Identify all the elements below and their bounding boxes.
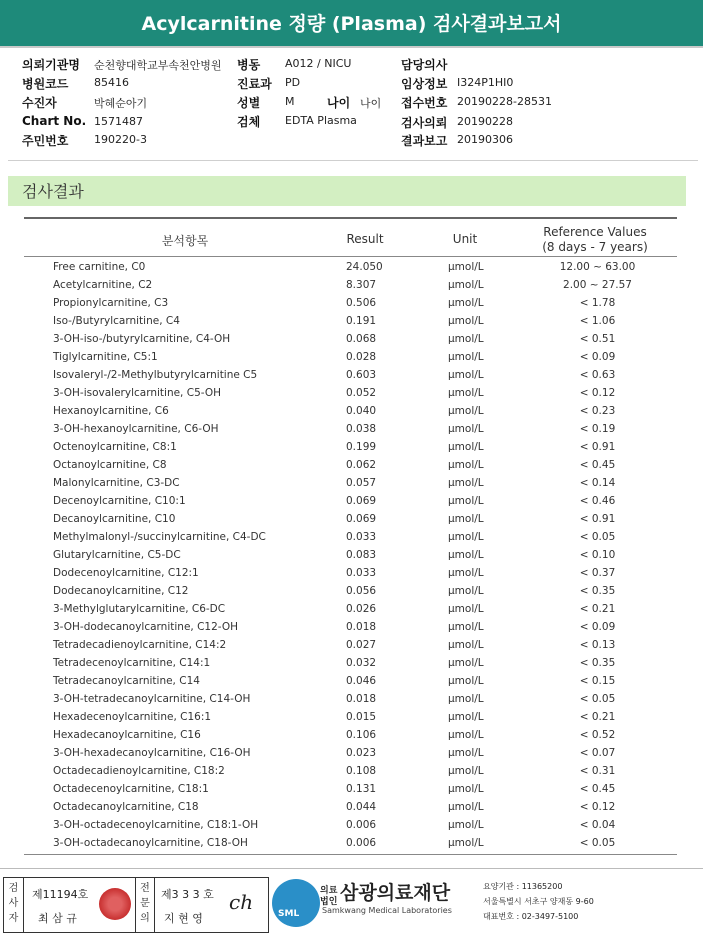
reference-value: < 0.91: [579, 441, 616, 453]
request-date-value: 20190228: [457, 115, 513, 128]
table-row: [0, 367, 703, 385]
header-reference: Reference Values: [543, 225, 647, 239]
table-row: [0, 547, 703, 565]
analyte-name: Hexanoylcarnitine, C6: [53, 405, 169, 417]
analyte-name: Octadecanoylcarnitine, C18: [53, 801, 199, 813]
reference-value: < 0.37: [579, 567, 616, 579]
unit-value: μmol/L: [448, 333, 484, 345]
reference-value: < 0.05: [579, 837, 616, 849]
result-value: 0.028: [346, 351, 377, 363]
header-item: 분석항목: [161, 234, 209, 248]
analyte-name: Octenoylcarnitine, C8:1: [53, 441, 177, 453]
reference-value: < 0.21: [579, 603, 616, 615]
age-label: 나이: [327, 96, 351, 110]
reference-value: < 0.19: [579, 423, 616, 435]
reference-value: < 0.15: [579, 675, 616, 687]
analyte-name: Acetylcarnitine, C2: [53, 279, 153, 291]
table-row: [0, 457, 703, 475]
result-value: 0.052: [346, 387, 377, 399]
analyte-name: Octanoylcarnitine, C8: [53, 459, 167, 471]
age-value: 나이: [360, 97, 382, 110]
analyte-name: Tetradecanoylcarnitine, C14: [53, 675, 200, 687]
corp-type-1: 의료: [320, 886, 338, 896]
clinical-info-label: 임상정보: [401, 77, 448, 91]
analyte-name: Isovaleryl-/2-Methylbutyrylcarnitine C5: [53, 369, 258, 381]
result-value: 0.026: [346, 603, 377, 615]
signature: ch: [229, 890, 254, 914]
unit-value: μmol/L: [448, 423, 484, 435]
analyte-name: Hexadecanoylcarnitine, C16: [53, 729, 201, 741]
analyte-name: Dodecanoylcarnitine, C12: [53, 585, 189, 597]
table-row: [0, 403, 703, 421]
institution-label: 의뢰기관명: [22, 58, 80, 72]
table-row: [0, 349, 703, 367]
reference-value: < 0.45: [579, 783, 616, 795]
tester-label: 검사자: [4, 878, 24, 932]
report-title: Acylcarnitine 정량 (Plasma) 검사결과보고서: [0, 0, 703, 46]
table-row: [0, 583, 703, 601]
result-value: 0.069: [346, 513, 377, 525]
analyte-name: Tetradecadienoylcarnitine, C14:2: [53, 639, 227, 651]
reference-value: < 0.21: [579, 711, 616, 723]
specialist-number: 제3 3 3 호: [161, 888, 214, 901]
table-row: [0, 259, 703, 277]
reference-value: < 0.45: [579, 459, 616, 471]
reference-value: 12.00 ~ 63.00: [559, 261, 636, 273]
doctor-label: 담당의사: [401, 58, 448, 72]
unit-value: μmol/L: [448, 567, 484, 579]
analyte-name: 3-OH-isovalerylcarnitine, C5-OH: [53, 387, 221, 399]
unit-value: μmol/L: [448, 405, 484, 417]
unit-value: μmol/L: [448, 549, 484, 561]
unit-value: μmol/L: [448, 639, 484, 651]
corp-type-2: 법인: [320, 897, 338, 907]
unit-value: μmol/L: [448, 657, 484, 669]
table-row: [0, 745, 703, 763]
analyte-name: 3-OH-dodecanoylcarnitine, C12-OH: [53, 621, 239, 633]
reference-value: < 0.12: [579, 801, 616, 813]
table-row: [0, 331, 703, 349]
clinical-info-value: I324P1HI0: [457, 76, 514, 89]
seal-stamp: [99, 888, 131, 920]
chart-no-value: 1571487: [94, 115, 143, 128]
table-row: [0, 727, 703, 745]
resident-no-value: 190220-3: [94, 133, 147, 146]
reference-value: < 0.52: [579, 729, 616, 741]
logo-abbr: SML: [278, 909, 300, 919]
reference-value: < 0.63: [579, 369, 616, 381]
patient-label: 수진자: [22, 96, 57, 110]
table-row: [0, 601, 703, 619]
table-row: [0, 835, 703, 853]
result-value: 0.106: [346, 729, 377, 741]
reference-value: < 0.35: [579, 657, 616, 669]
unit-value: μmol/L: [448, 459, 484, 471]
result-value: 0.033: [346, 531, 377, 543]
tester-name: 최 삼 규: [38, 912, 77, 925]
header-unit: Unit: [452, 232, 478, 246]
resident-no-label: 주민번호: [22, 134, 69, 148]
reference-value: < 0.04: [579, 819, 616, 831]
unit-value: μmol/L: [448, 315, 484, 327]
table-row: [0, 655, 703, 673]
unit-value: μmol/L: [448, 747, 484, 759]
reference-value: < 0.14: [579, 477, 616, 489]
table-row: [0, 511, 703, 529]
dept-value: PD: [285, 76, 301, 89]
reference-value: < 1.06: [579, 315, 616, 327]
info-divider: [8, 160, 698, 161]
analyte-name: 3-OH-tetradecanoylcarnitine, C14-OH: [53, 693, 251, 705]
reference-value: 2.00 ~ 27.57: [563, 279, 632, 291]
analyte-name: Hexadecenoylcarnitine, C16:1: [53, 711, 212, 723]
table-row: [0, 817, 703, 835]
result-value: 0.027: [346, 639, 377, 651]
reference-value: < 0.91: [579, 513, 616, 525]
unit-value: μmol/L: [448, 387, 484, 399]
reference-value: < 0.35: [579, 585, 616, 597]
analyte-name: 3-OH-octadecenoylcarnitine, C18:1-OH: [53, 819, 259, 831]
analyte-name: Dodecenoylcarnitine, C12:1: [53, 567, 199, 579]
table-row: [0, 529, 703, 547]
result-value: 0.023: [346, 747, 377, 759]
analyte-name: Glutarylcarnitine, C5-DC: [53, 549, 181, 561]
result-value: 0.083: [346, 549, 377, 561]
table-row: [0, 799, 703, 817]
table-row: [0, 421, 703, 439]
result-value: 0.018: [346, 621, 377, 633]
analyte-name: Iso-/Butyrylcarnitine, C4: [53, 315, 180, 327]
result-value: 0.032: [346, 657, 377, 669]
analyte-name: 3-Methylglutarylcarnitine, C6-DC: [53, 603, 226, 615]
specialist-label: 전문의: [135, 878, 155, 932]
unit-value: μmol/L: [448, 351, 484, 363]
section-header: [8, 176, 686, 206]
footer-divider: [0, 868, 703, 869]
section-title: 검사결과: [22, 182, 84, 201]
unit-value: μmol/L: [448, 729, 484, 741]
analyte-name: Octadecadienoylcarnitine, C18:2: [53, 765, 225, 777]
analyte-name: Methylmalonyl-/succinylcarnitine, C4-DC: [53, 531, 266, 543]
unit-value: μmol/L: [448, 801, 484, 813]
reference-value: < 0.10: [579, 549, 616, 561]
result-value: 0.108: [346, 765, 377, 777]
sex-label: 성별: [237, 96, 261, 110]
result-value: 0.062: [346, 459, 377, 471]
address: 서울특별시 서초구 양재동 9-60: [483, 897, 594, 906]
reference-value: < 1.78: [579, 297, 616, 309]
reference-value: < 0.09: [579, 351, 616, 363]
reference-value: < 0.23: [579, 405, 616, 417]
result-value: 0.068: [346, 333, 377, 345]
unit-value: μmol/L: [448, 531, 484, 543]
result-value: 0.056: [346, 585, 377, 597]
table-row: [0, 493, 703, 511]
table-row: [0, 637, 703, 655]
analyte-name: Decanoylcarnitine, C10: [53, 513, 176, 525]
result-value: 0.046: [346, 675, 377, 687]
reference-value: < 0.31: [579, 765, 616, 777]
table-row: [0, 619, 703, 637]
analyte-name: Malonylcarnitine, C3-DC: [53, 477, 180, 489]
reference-value: < 0.05: [579, 693, 616, 705]
ward-label: 병동: [237, 58, 261, 72]
results-table-body: [0, 259, 703, 853]
reference-value: < 0.13: [579, 639, 616, 651]
result-value: 24.050: [346, 261, 383, 273]
analyte-name: Tiglylcarnitine, C5:1: [53, 351, 158, 363]
unit-value: μmol/L: [448, 369, 484, 381]
table-row: [0, 565, 703, 583]
analyte-name: Tetradecenoylcarnitine, C14:1: [53, 657, 211, 669]
unit-value: μmol/L: [448, 261, 484, 273]
table-row: [0, 763, 703, 781]
unit-value: μmol/L: [448, 765, 484, 777]
title-divider: [0, 46, 703, 48]
table-row: [0, 313, 703, 331]
reference-value: < 0.51: [579, 333, 616, 345]
table-row: [0, 475, 703, 493]
unit-value: μmol/L: [448, 513, 484, 525]
result-value: 0.038: [346, 423, 377, 435]
unit-value: μmol/L: [448, 693, 484, 705]
result-value: 0.199: [346, 441, 377, 453]
unit-value: μmol/L: [448, 477, 484, 489]
table-row: [0, 781, 703, 799]
header-reference-sub: (8 days - 7 years): [542, 240, 648, 254]
table-header-rule: [24, 256, 677, 257]
ward-value: A012 / NICU: [285, 57, 352, 70]
result-value: 0.191: [346, 315, 377, 327]
specialist-name: 지 현 영: [164, 912, 203, 925]
result-value: 0.131: [346, 783, 377, 795]
reference-value: < 0.09: [579, 621, 616, 633]
receipt-no-label: 접수번호: [401, 96, 448, 110]
analyte-name: Free carnitine, C0: [53, 261, 146, 273]
specimen-label: 검체: [237, 115, 261, 129]
tester-number: 제11194호: [32, 888, 89, 901]
unit-value: μmol/L: [448, 603, 484, 615]
result-value: 0.069: [346, 495, 377, 507]
analyte-name: 3-OH-hexadecanoylcarnitine, C16-OH: [53, 747, 251, 759]
table-row: [0, 673, 703, 691]
hospital-code-value: 85416: [94, 76, 129, 89]
corp-name-en: Samkwang Medical Laboratories: [322, 906, 452, 915]
corp-name: 삼광의료재단: [340, 882, 451, 904]
header-result: Result: [346, 232, 384, 246]
care-code: 요양기관 : 11365200: [483, 882, 563, 891]
table-row: [0, 277, 703, 295]
unit-value: μmol/L: [448, 783, 484, 795]
request-date-label: 검사의뢰: [401, 116, 448, 130]
analyte-name: 3-OH-hexanoylcarnitine, C6-OH: [53, 423, 219, 435]
chart-no-label: Chart No.: [22, 114, 87, 128]
table-row: [0, 709, 703, 727]
analyte-name: Propionylcarnitine, C3: [53, 297, 169, 309]
unit-value: μmol/L: [448, 837, 484, 849]
report-date-label: 결과보고: [401, 134, 448, 148]
result-value: 8.307: [346, 279, 377, 291]
result-value: 0.057: [346, 477, 377, 489]
receipt-no-value: 20190228-28531: [457, 95, 552, 108]
table-top-rule: [24, 217, 677, 219]
analyte-name: 3-OH-octadecanoylcarnitine, C18-OH: [53, 837, 248, 849]
unit-value: μmol/L: [448, 621, 484, 633]
unit-value: μmol/L: [448, 819, 484, 831]
result-value: 0.040: [346, 405, 377, 417]
unit-value: μmol/L: [448, 495, 484, 507]
reference-value: < 0.46: [579, 495, 616, 507]
sex-value: M: [285, 95, 295, 108]
result-value: 0.033: [346, 567, 377, 579]
reference-value: < 0.05: [579, 531, 616, 543]
unit-value: μmol/L: [448, 711, 484, 723]
result-value: 0.006: [346, 819, 377, 831]
table-row: [0, 295, 703, 313]
unit-value: μmol/L: [448, 585, 484, 597]
hospital-code-label: 병원코드: [22, 77, 69, 91]
reference-value: < 0.07: [579, 747, 616, 759]
analyte-name: Octadecenoylcarnitine, C18:1: [53, 783, 209, 795]
result-value: 0.603: [346, 369, 377, 381]
reference-value: < 0.12: [579, 387, 616, 399]
dept-label: 진료과: [237, 77, 272, 91]
result-value: 0.015: [346, 711, 377, 723]
result-value: 0.506: [346, 297, 377, 309]
report-date-value: 20190306: [457, 133, 513, 146]
institution-value: 순천향대학교부속천안병원: [94, 59, 222, 72]
unit-value: μmol/L: [448, 297, 484, 309]
analyte-name: Decenoylcarnitine, C10:1: [53, 495, 186, 507]
result-value: 0.006: [346, 837, 377, 849]
phone: 대표번호 : 02-3497-5100: [483, 912, 579, 921]
sml-logo: [272, 879, 320, 927]
signature-box: [3, 877, 269, 933]
table-row: [0, 691, 703, 709]
analyte-name: 3-OH-iso-/butyrylcarnitine, C4-OH: [53, 333, 231, 345]
result-value: 0.018: [346, 693, 377, 705]
unit-value: μmol/L: [448, 279, 484, 291]
unit-value: μmol/L: [448, 441, 484, 453]
result-value: 0.044: [346, 801, 377, 813]
patient-value: 박혜순아기: [94, 97, 148, 110]
patient-info-panel: [0, 56, 703, 152]
table-row: [0, 385, 703, 403]
table-bottom-rule: [24, 854, 677, 855]
specimen-value: EDTA Plasma: [285, 114, 357, 127]
table-row: [0, 439, 703, 457]
unit-value: μmol/L: [448, 675, 484, 687]
